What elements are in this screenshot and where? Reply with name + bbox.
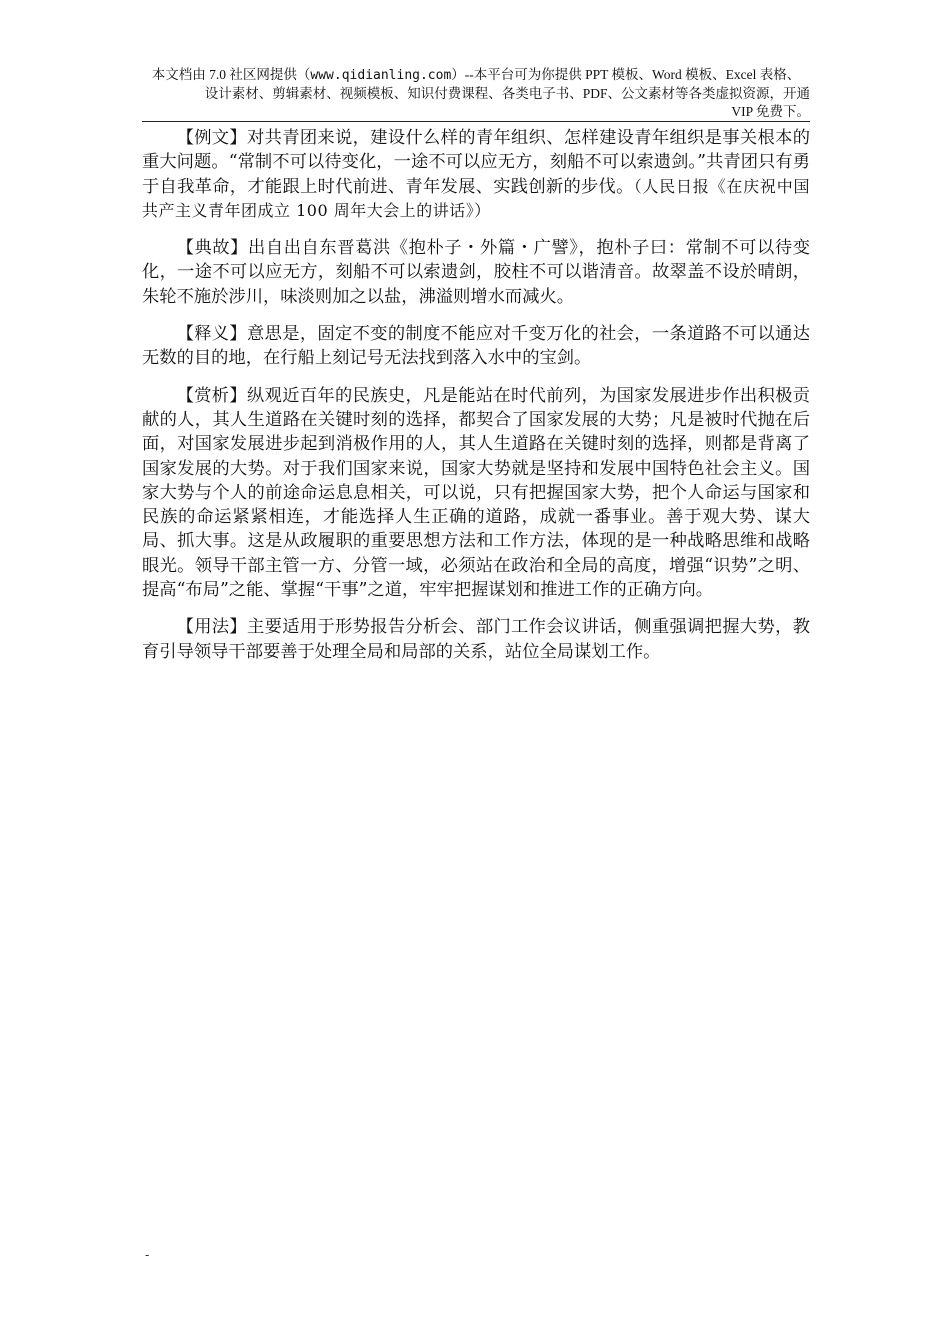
- label-example: 【例文】: [176, 128, 248, 148]
- header-line-2: 设计素材、剪辑素材、视频模板、知识付费课程、各类电子书、PDF、公文素材等各类虚拟资源，开通: [204, 86, 810, 101]
- label-analysis: 【赏析】: [176, 385, 248, 406]
- paragraph-origin: [142, 236, 810, 309]
- label-origin: 【典故】: [176, 238, 248, 259]
- header-text-a: 本文档由 7.0 社区网提供（: [151, 67, 311, 82]
- document-body: [142, 126, 810, 677]
- header-text-b: ）--本平台可为你提供 PPT 模板、Word 模板、Excel 表格、: [451, 67, 801, 82]
- footer-mark: -: [145, 1247, 150, 1262]
- header-divider: [142, 121, 810, 122]
- paragraph-example: [142, 126, 810, 223]
- header-url: www.qidianling.com: [310, 68, 452, 83]
- header-line-1: [142, 66, 810, 85]
- text-meaning: 意思是，固定不变的制度不能应对千变万化的社会，一条道路不可以通达无数的目的地，在行船上刻记号无法找到落入水中的宝剑。: [142, 324, 810, 369]
- paragraph-analysis: [142, 384, 810, 603]
- example-source: （人民日报《在庆祝中国共产主义青年团成立 100 周年大会上的讲话》）: [142, 176, 810, 220]
- paragraph-usage: [142, 615, 810, 664]
- label-meaning: 【释义】: [176, 324, 248, 345]
- label-usage: 【用法】: [176, 617, 248, 638]
- text-example: 对共青团来说，建设什么样的青年组织、怎样建设青年组织是事关根本的重大问题。“常制不可以待变化，一途不可以应无方，刻船不可以索遗剑。”共青团只有勇于自我革命，才能跟上时代前进、青年发展、实践创新的步伐。: [142, 128, 810, 197]
- paragraph-meaning: [142, 322, 810, 371]
- header-line-3: VIP 免费下。: [731, 104, 810, 119]
- page-header: [142, 66, 810, 121]
- text-origin: 出自出自东晋葛洪《抱朴子・外篇・广譬》，抱朴子曰：常制不可以待变化，一途不可以应无方，刻船不可以索遗剑，胶柱不可以谐清音。故翠盖不设於晴朗，朱轮不施於涉川，味淡则加之以盐，沸溢则增水而减火。: [142, 238, 810, 307]
- text-usage: 主要适用于形势报告分析会、部门工作会议讲话，侧重强调把握大势，教育引导领导干部要善于处理全局和局部的关系，站位全局谋划工作。: [142, 617, 810, 662]
- text-analysis: 纵观近百年的民族史，凡是能站在时代前列，为国家发展进步作出积极贡献的人，其人生道路在关键时刻的选择，都契合了国家发展的大势；凡是被时代抛在后面，对国家发展进步起到消极作用的人，其人生道路在关键时刻的选择，则都是背离了国家发展的大势。对于我们国家来说，国家大势就是坚持和发展中国特色社会主义。国家大势与个人的前途命运息息相关，可以说，只有把握国家大势，把个人命运与国家和民族的命运紧紧相连，才能选择人生正确的道路，成就一番事业。善于观大势、谋大局、抓大事。这是从政履职的重要思想方法和工作方法，体现的是一种战略思维和战略眼光。领导干部主管一方、分管一域，必须站在政治和全局的高度，增强“识势”之明、提高“布局”之能、掌握“干事”之道，牢牢把握谋划和推进工作的正确方向。: [142, 385, 810, 601]
